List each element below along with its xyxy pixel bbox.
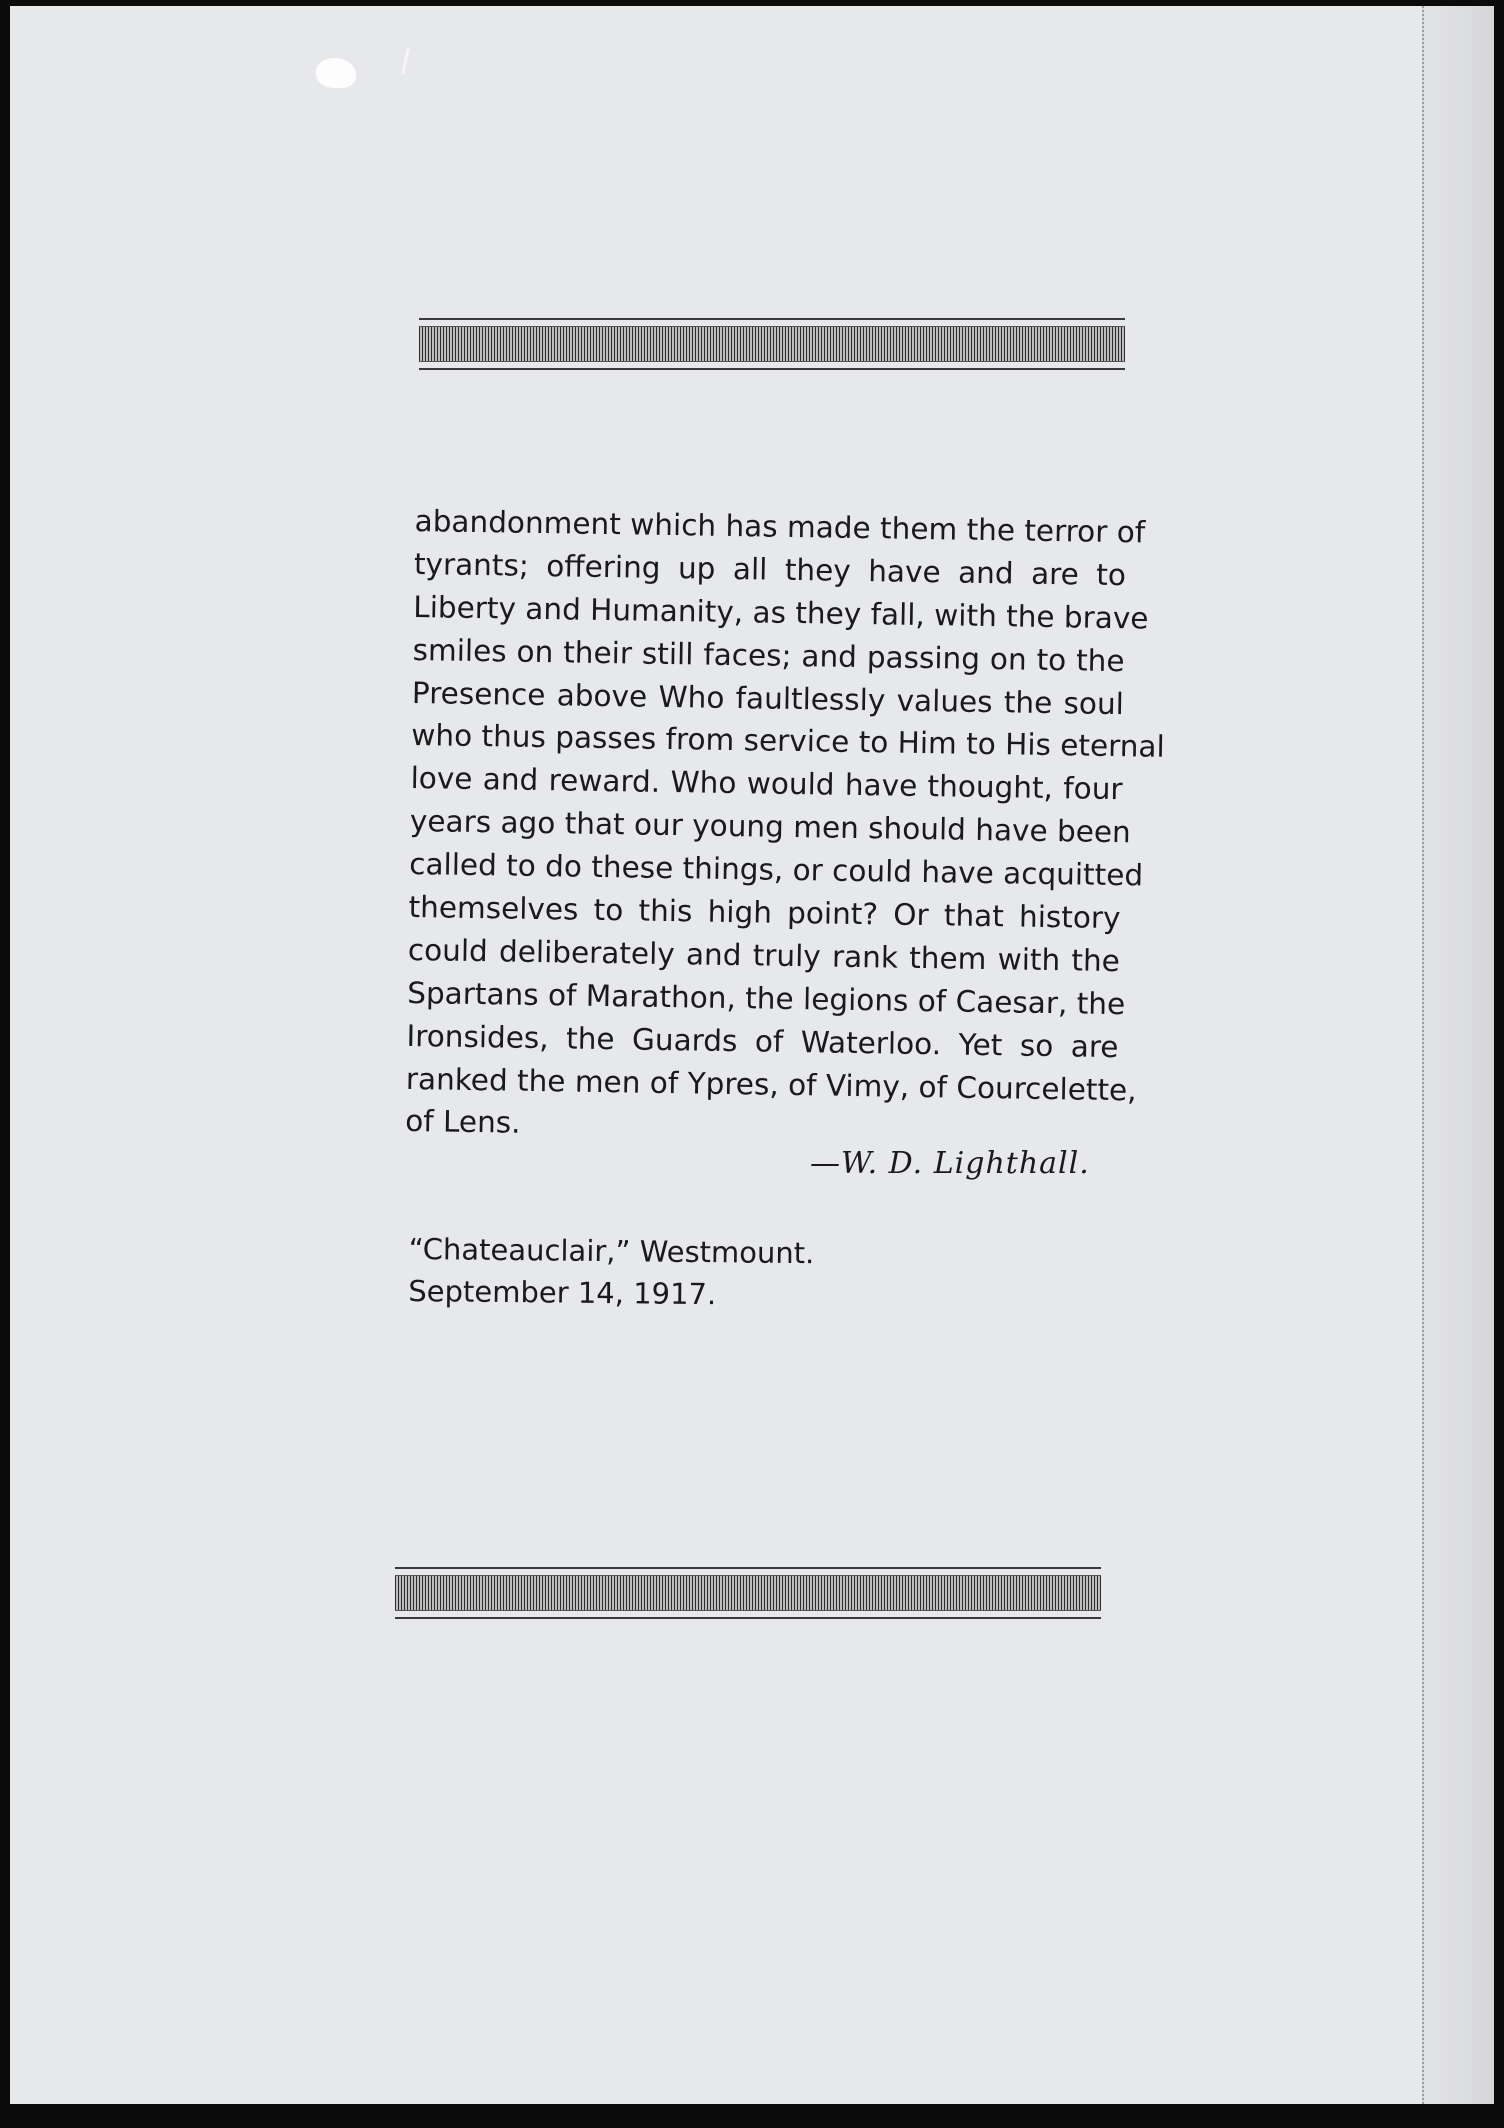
text-line: ranked the men of Ypres, of Vimy, of Courcelette, bbox=[405, 1061, 1137, 1107]
rule-thin-line bbox=[419, 318, 1125, 320]
dateline bbox=[408, 1228, 814, 1316]
text-line: called to do these things, or could have acquitted bbox=[409, 847, 1144, 893]
body-paragraph bbox=[404, 500, 1166, 1154]
bottom-ornamental-rule bbox=[395, 1567, 1101, 1619]
place-line: “Chateauclair,” Westmount. bbox=[408, 1231, 815, 1271]
text-line: Liberty and Humanity, as they fall, with the brave bbox=[413, 589, 1149, 636]
text-line: could deliberately and truly rank them with the bbox=[407, 932, 1121, 979]
rule-thin-line bbox=[395, 1567, 1101, 1569]
rule-hatched-band bbox=[419, 326, 1125, 362]
top-ornamental-rule bbox=[419, 318, 1125, 370]
page-gutter-edge bbox=[1422, 6, 1494, 2104]
text-line: abandonment which has made them the terror of bbox=[414, 503, 1146, 550]
text-line: themselves to this high point? Or that history bbox=[408, 889, 1121, 936]
rule-thin-line bbox=[419, 368, 1125, 370]
text-line: tyrants; offering up all they have and are to bbox=[413, 546, 1127, 593]
text-line: smiles on their still faces; and passing on to the bbox=[412, 632, 1125, 678]
rule-hatched-band bbox=[395, 1575, 1101, 1611]
author-signature: —W. D. Lighthall. bbox=[810, 1146, 1090, 1181]
text-line: Spartans of Marathon, the legions of Caesar, the bbox=[406, 975, 1126, 1022]
text-line: of Lens. bbox=[404, 1104, 521, 1141]
rule-thin-line bbox=[395, 1617, 1101, 1619]
text-line: Presence above Who faultlessly values the soul bbox=[411, 675, 1125, 721]
text-line: love and reward. Who would have thought, four bbox=[410, 761, 1123, 807]
text-line: who thus passes from service to Him to His eternal bbox=[411, 718, 1166, 765]
text-line: Ironsides, the Guards of Waterloo. Yet so are bbox=[406, 1018, 1119, 1064]
paper-blemish bbox=[316, 58, 356, 88]
text-line: years ago that our young men should have been bbox=[409, 804, 1132, 850]
scan-bottom-border bbox=[0, 2104, 1504, 2128]
date-line: September 14, 1917. bbox=[408, 1273, 717, 1312]
